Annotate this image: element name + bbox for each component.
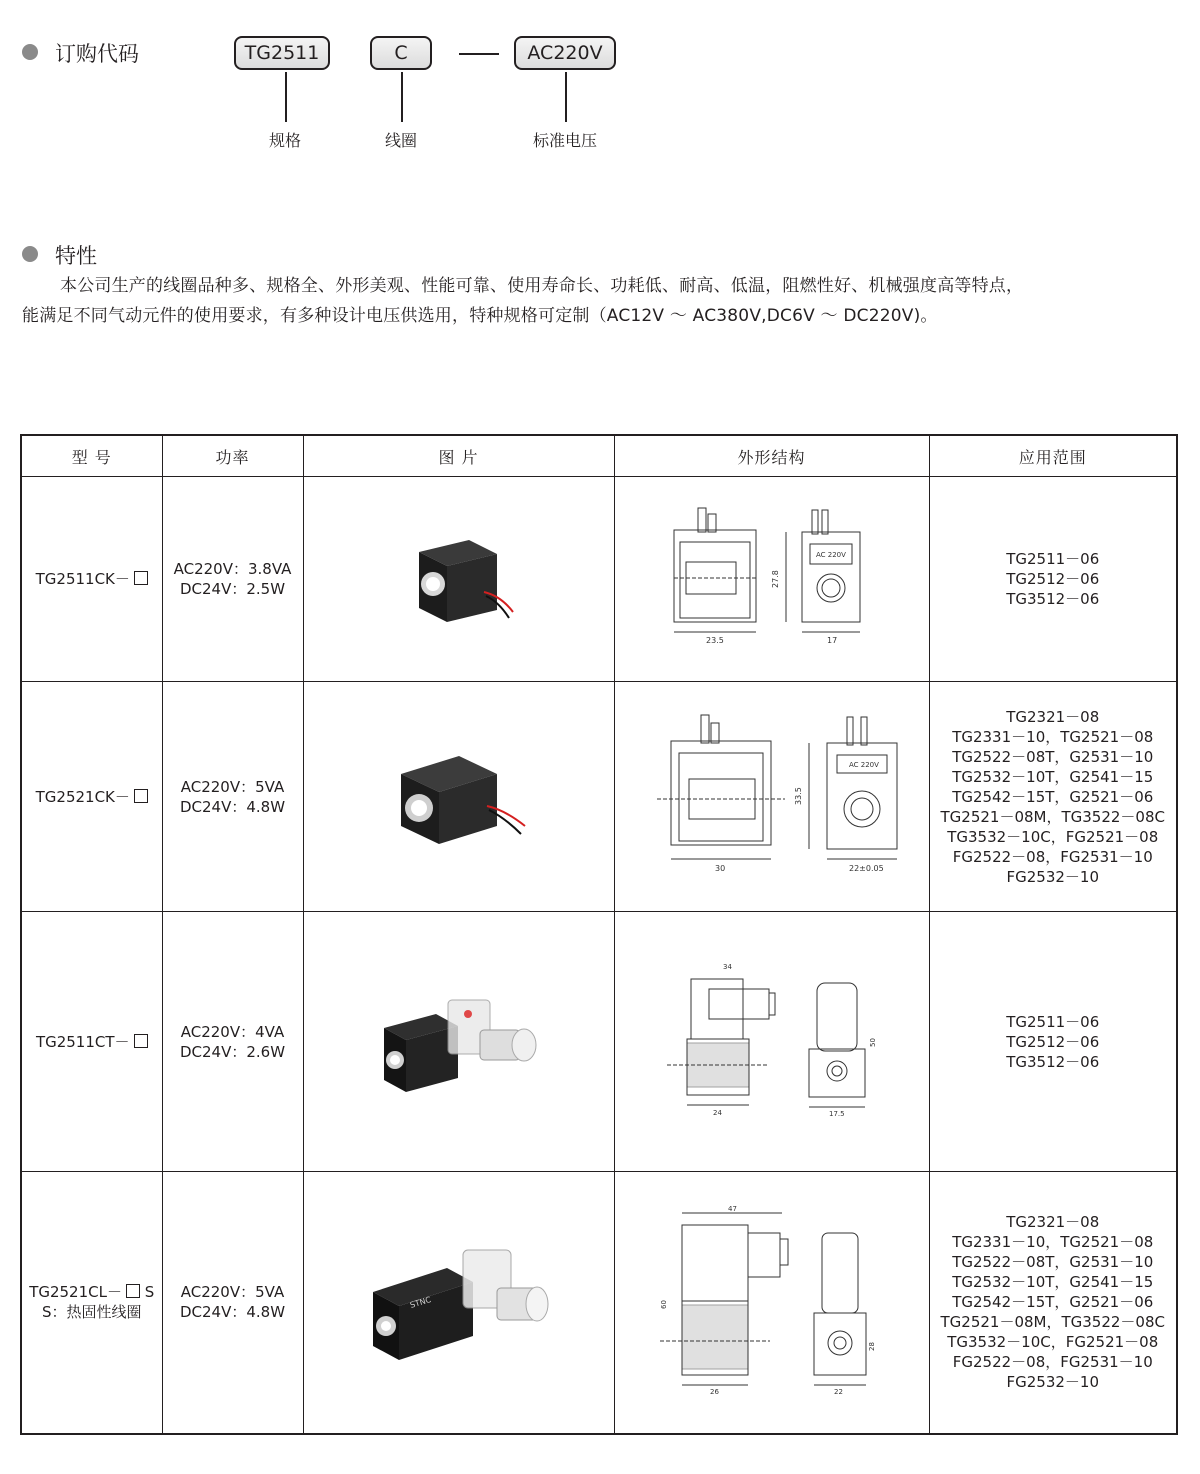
outline-drawing-cl <box>652 1205 892 1395</box>
drawing-cell <box>614 912 929 1172</box>
dim-depth: 22 <box>833 1387 843 1395</box>
model-name: TG2521CL－ <box>29 1283 122 1302</box>
dim-depth: 22±0.05 <box>848 864 884 873</box>
dim-width: 30 <box>714 864 725 873</box>
app-item: TG2512－06 <box>1006 1032 1100 1051</box>
app-item: TG2511－06 <box>1006 550 1100 568</box>
code-spec-leader <box>285 72 287 122</box>
order-code-bullet <box>22 44 38 60</box>
app-item: FG2522－08，FG2531－10 <box>952 847 1153 866</box>
header-drawing: 外形结构 <box>614 435 929 477</box>
model-name: TG2521CK－ <box>35 787 130 806</box>
drawing-cell <box>614 682 929 912</box>
table-row <box>21 1172 1177 1434</box>
power-cell <box>162 1172 303 1434</box>
app-item: TG3512－06 <box>1006 1052 1100 1071</box>
dim-lower-height: 28 <box>867 1341 876 1351</box>
table-header-row <box>21 435 1177 477</box>
dim-width: 26 <box>709 1387 719 1395</box>
app-item: TG2331－10，TG2521－08 <box>952 1233 1154 1252</box>
features-line-2: 能满足不同气动元件的使用要求，有多种设计电压供选用，特种规格可定制（AC12V ～ AC380V,DC6V ～ DC220V)。 <box>22 306 938 326</box>
application-cell <box>929 682 1177 912</box>
photo-cell <box>303 1172 614 1434</box>
code-voltage-leader <box>565 72 567 122</box>
app-item: TG2521－08M，TG3522－08C <box>940 1313 1165 1332</box>
power-ac: AC220V：5VA <box>180 1283 285 1302</box>
model-cell <box>21 912 162 1172</box>
model-cell <box>21 1172 162 1434</box>
features-bullet <box>22 246 38 262</box>
code-dash <box>459 53 499 55</box>
dim-width: 24 <box>712 1109 722 1117</box>
model-name: TG2511CT－ <box>35 1032 130 1051</box>
power-cell <box>162 682 303 912</box>
photo-cell <box>303 912 614 1172</box>
features-text <box>22 271 1182 331</box>
coil-photo-cl <box>359 1230 559 1370</box>
dim-top: 34 <box>722 963 732 971</box>
power-cell <box>162 912 303 1172</box>
code-spec-label: 规格 <box>268 131 301 150</box>
app-item: TG2331－10，TG2521－08 <box>952 727 1154 746</box>
app-item: TG2521－08M，TG3522－08C <box>940 807 1165 826</box>
dim-height: 50 <box>868 1038 877 1047</box>
application-cell <box>929 1172 1177 1434</box>
application-cell <box>929 912 1177 1172</box>
dim-height: 60 <box>659 1299 668 1309</box>
code-coil-leader <box>401 72 403 122</box>
coil-spec-table <box>20 434 1178 1435</box>
dim-height: 27.8 <box>770 569 780 588</box>
outline-drawing-ct <box>657 959 887 1119</box>
brand-logo: STNC <box>408 1294 432 1310</box>
coil-photo-ct <box>364 974 554 1104</box>
table-row <box>21 912 1177 1172</box>
app-item: TG3532－10C，FG2521－08 <box>947 1333 1159 1352</box>
outline-drawing-ck-large <box>637 709 907 879</box>
app-item: TG2522－08T，G2531－10 <box>952 1253 1154 1272</box>
table-row <box>21 477 1177 682</box>
option-box <box>134 789 148 803</box>
code-coil-label: 线圈 <box>384 131 417 150</box>
dim-width: 23.5 <box>705 635 724 645</box>
power-dc: DC24V：2.6W <box>179 1042 286 1061</box>
power-dc: DC24V：2.5W <box>179 580 286 598</box>
dim-height: 33.5 <box>793 787 803 805</box>
voltage-badge: AC 220V <box>815 550 846 559</box>
app-item: TG2532－10T，G2541－15 <box>952 1273 1154 1292</box>
app-item: TG2321－08 <box>1006 1213 1100 1232</box>
model-cell <box>21 682 162 912</box>
outline-drawing-ck-small <box>662 502 882 652</box>
coil-photo-ck-large <box>379 734 539 854</box>
option-box <box>134 571 148 585</box>
application-cell <box>929 477 1177 682</box>
model-cell <box>21 477 162 682</box>
table-row <box>21 682 1177 912</box>
app-item: FG2522－08，FG2531－10 <box>952 1353 1153 1372</box>
model-note: S：热固性线圈 <box>41 1303 142 1322</box>
code-spec-box: TG2511 <box>234 36 330 70</box>
drawing-cell <box>614 1172 929 1434</box>
app-item: TG2321－08 <box>1006 707 1100 726</box>
power-dc: DC24V：4.8W <box>179 797 286 816</box>
drawing-cell <box>614 477 929 682</box>
photo-cell <box>303 477 614 682</box>
app-item: TG2532－10T，G2541－15 <box>952 767 1154 786</box>
option-box <box>126 1284 140 1298</box>
dim-depth: 17 <box>826 635 837 645</box>
voltage-badge: AC 220V <box>848 761 879 769</box>
app-item: TG3512－06 <box>1006 590 1100 608</box>
app-item: TG2542－15T，G2521－06 <box>952 787 1154 806</box>
header-model: 型 号 <box>21 435 162 477</box>
header-application: 应用范围 <box>929 435 1177 477</box>
dim-top: 47 <box>727 1204 737 1213</box>
code-voltage-box: AC220V <box>514 36 616 70</box>
code-coil-box: C <box>370 36 432 70</box>
power-ac: AC220V：4VA <box>180 1022 285 1041</box>
header-power: 功率 <box>162 435 303 477</box>
features-title: 特性 <box>55 244 97 268</box>
features-line-1: 本公司生产的线圈品种多、规格全、外形美观、性能可靠、使用寿命长、功耗低、耐高、低温，阻燃性好、机械强度高等特点， <box>60 276 1024 296</box>
app-item: TG3532－10C，FG2521－08 <box>947 827 1159 846</box>
code-voltage-label: 标准电压 <box>532 131 597 150</box>
order-code-title: 订购代码 <box>55 42 139 66</box>
app-item: TG2511－06 <box>1006 1012 1100 1031</box>
app-item: TG2522－08T，G2531－10 <box>952 747 1154 766</box>
photo-cell <box>303 682 614 912</box>
option-box <box>134 1034 148 1048</box>
header-photo: 图 片 <box>303 435 614 477</box>
model-suffix: S <box>144 1283 155 1302</box>
app-item: FG2532－10 <box>1006 867 1099 886</box>
model-name: TG2511CK－ <box>35 570 130 588</box>
app-item: TG2512－06 <box>1006 570 1100 588</box>
dim-depth: 17.5 <box>828 1110 845 1118</box>
power-ac: AC220V：5VA <box>180 777 285 796</box>
power-dc: DC24V：4.8W <box>179 1303 286 1322</box>
power-cell <box>162 477 303 682</box>
power-ac: AC220V：3.8VA <box>173 560 292 578</box>
coil-photo-ck-small <box>389 522 529 632</box>
app-item: TG2542－15T，G2521－06 <box>952 1293 1154 1312</box>
app-item: FG2532－10 <box>1006 1373 1099 1392</box>
